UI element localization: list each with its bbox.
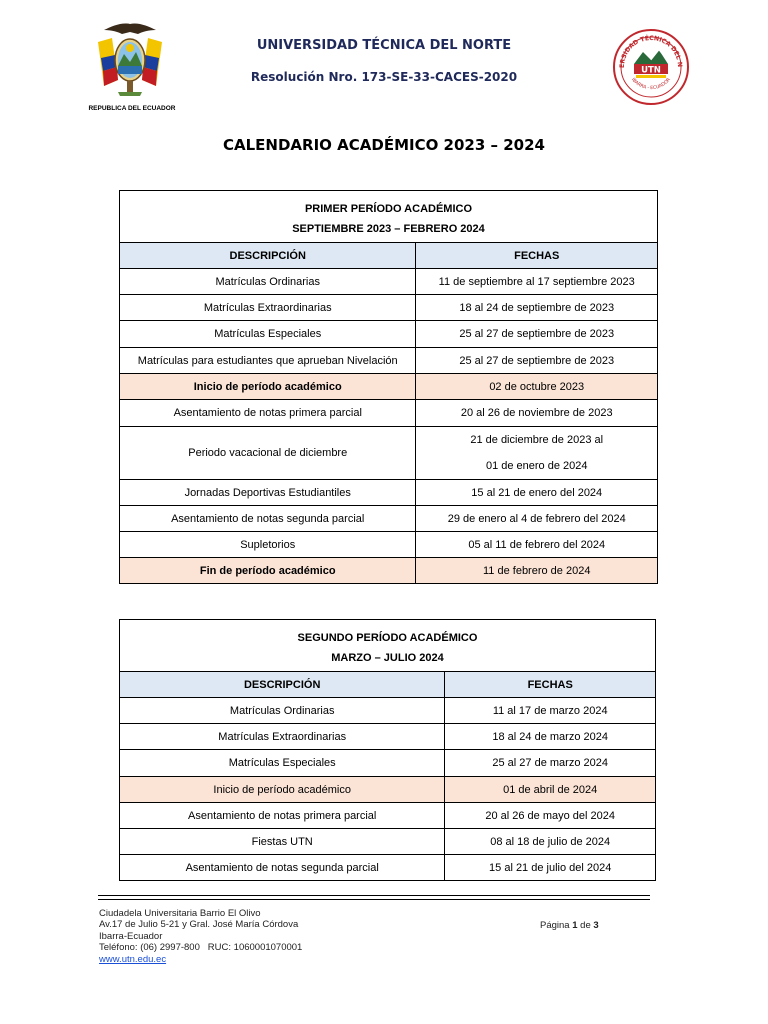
column-header-description: DESCRIPCIÓN xyxy=(120,243,416,269)
page-word: Página xyxy=(540,920,570,931)
table-row-highlighted xyxy=(120,777,656,803)
footer-line: Av.17 de Julio 5-21 y Gral. José María Córdova xyxy=(99,919,299,931)
table-row xyxy=(120,803,656,829)
row-dates: 25 al 27 de septiembre de 2023 xyxy=(416,321,658,348)
footer-line: Ibarra-Ecuador xyxy=(99,930,163,942)
footer-divider xyxy=(98,895,650,896)
row-description: Matrículas Extraordinarias xyxy=(120,724,445,750)
table-row-highlighted xyxy=(120,558,658,584)
utn-seal-arc-text: ERSIDAD TÉCNICA DEL N xyxy=(618,34,684,69)
row-dates: 18 al 24 de marzo 2024 xyxy=(445,724,656,750)
row-dates-multiline xyxy=(416,427,658,480)
first-period-caption: PRIMER PERÍODO ACADÉMICO xyxy=(120,191,658,217)
row-description: Matrículas Ordinarias xyxy=(120,698,445,724)
row-description: Fin de período académico xyxy=(120,558,416,584)
table-row xyxy=(120,269,658,295)
row-description: Asentamiento de notas segunda parcial xyxy=(120,855,445,881)
row-dates-line1: 21 de diciembre de 2023 al xyxy=(470,434,604,446)
table-row xyxy=(120,532,658,558)
row-description: Matrículas Ordinarias xyxy=(120,269,416,295)
row-dates: 11 de febrero de 2024 xyxy=(416,558,658,584)
first-period-table xyxy=(119,190,658,584)
row-description: Inicio de período académico xyxy=(120,777,445,803)
row-dates: 20 al 26 de mayo del 2024 xyxy=(445,803,656,829)
utn-seal-city: IBARRA - ECUADOR xyxy=(630,77,672,92)
table-row xyxy=(120,698,656,724)
table-row xyxy=(120,750,656,777)
row-description: Matrículas Extraordinarias xyxy=(120,295,416,321)
row-description: Matrículas para estudiantes que aprueban Nivelación xyxy=(120,348,416,374)
table-row xyxy=(120,348,658,374)
row-dates: 01 de abril de 2024 xyxy=(445,777,656,803)
second-period-range: MARZO – JULIO 2024 xyxy=(120,646,656,672)
column-header-description: DESCRIPCIÓN xyxy=(120,672,445,698)
table-row xyxy=(120,400,658,427)
row-dates: 18 al 24 de septiembre de 2023 xyxy=(416,295,658,321)
table-row xyxy=(120,427,658,480)
row-dates-line2: 01 de enero de 2024 xyxy=(485,460,588,472)
page-total: 3 xyxy=(593,920,599,931)
row-dates: 25 al 27 de marzo 2024 xyxy=(445,750,656,777)
table-row xyxy=(120,829,656,855)
row-description: Supletorios xyxy=(120,532,416,558)
page-of: de xyxy=(580,920,591,931)
table-row xyxy=(120,724,656,750)
row-description: Inicio de período académico xyxy=(120,374,416,400)
footer-divider xyxy=(98,899,650,900)
row-description: Asentamiento de notas primera parcial xyxy=(120,803,445,829)
university-name: UNIVERSIDAD TÉCNICA DEL NORTE xyxy=(256,38,512,53)
document-title: CALENDARIO ACADÉMICO 2023 – 2024 xyxy=(223,136,545,154)
ecuador-coat-of-arms xyxy=(92,20,168,100)
table-row xyxy=(120,295,658,321)
row-description: Matrículas Especiales xyxy=(120,321,416,348)
row-description: Matrículas Especiales xyxy=(120,750,445,777)
row-dates: 08 al 18 de julio de 2024 xyxy=(445,829,656,855)
column-header-dates: FECHAS xyxy=(445,672,656,698)
utn-seal-label: UTN xyxy=(641,65,661,76)
row-dates: 15 al 21 de julio del 2024 xyxy=(445,855,656,881)
row-description: Asentamiento de notas primera parcial xyxy=(120,400,416,427)
first-period-range: SEPTIEMBRE 2023 – FEBRERO 2024 xyxy=(120,217,658,243)
row-dates: 25 al 27 de septiembre de 2023 xyxy=(416,348,658,374)
resolution-number: Resolución Nro. 173-SE-33-CACES-2020 xyxy=(250,70,518,84)
row-description: Jornadas Deportivas Estudiantiles xyxy=(120,480,416,506)
table-row xyxy=(120,480,658,506)
table-row xyxy=(120,855,656,881)
website-link[interactable]: www.utn.edu.ec xyxy=(99,953,167,965)
page-number xyxy=(540,920,599,931)
page-current: 1 xyxy=(572,920,578,931)
row-dates: 20 al 26 de noviembre de 2023 xyxy=(416,400,658,427)
footer-line: Ciudadela Universitaria Barrio El Olivo xyxy=(99,908,261,919)
row-dates: 11 al 17 de marzo 2024 xyxy=(445,698,656,724)
second-period-table xyxy=(119,619,656,881)
row-dates: 15 al 21 de enero del 2024 xyxy=(416,480,658,506)
row-description: Asentamiento de notas segunda parcial xyxy=(120,506,416,532)
utn-seal-logo xyxy=(612,28,690,106)
row-dates: 29 de enero al 4 de febrero del 2024 xyxy=(416,506,658,532)
coat-of-arms-caption: REPUBLICA DEL ECUADOR xyxy=(88,105,176,112)
second-period-caption: SEGUNDO PERÍODO ACADÉMICO xyxy=(120,620,656,646)
row-dates: 11 de septiembre al 17 septiembre 2023 xyxy=(416,269,658,295)
row-description: Periodo vacacional de diciembre xyxy=(120,427,416,480)
table-row xyxy=(120,321,658,348)
footer-address xyxy=(99,908,302,965)
row-dates: 02 de octubre 2023 xyxy=(416,374,658,400)
table-row xyxy=(120,506,658,532)
column-header-dates: FECHAS xyxy=(416,243,658,269)
row-dates: 05 al 11 de febrero del 2024 xyxy=(416,532,658,558)
footer-line: Teléfono: (06) 2997-800 RUC: 1060001070001 xyxy=(99,942,303,954)
row-description: Fiestas UTN xyxy=(120,829,445,855)
table-row-highlighted xyxy=(120,374,658,400)
